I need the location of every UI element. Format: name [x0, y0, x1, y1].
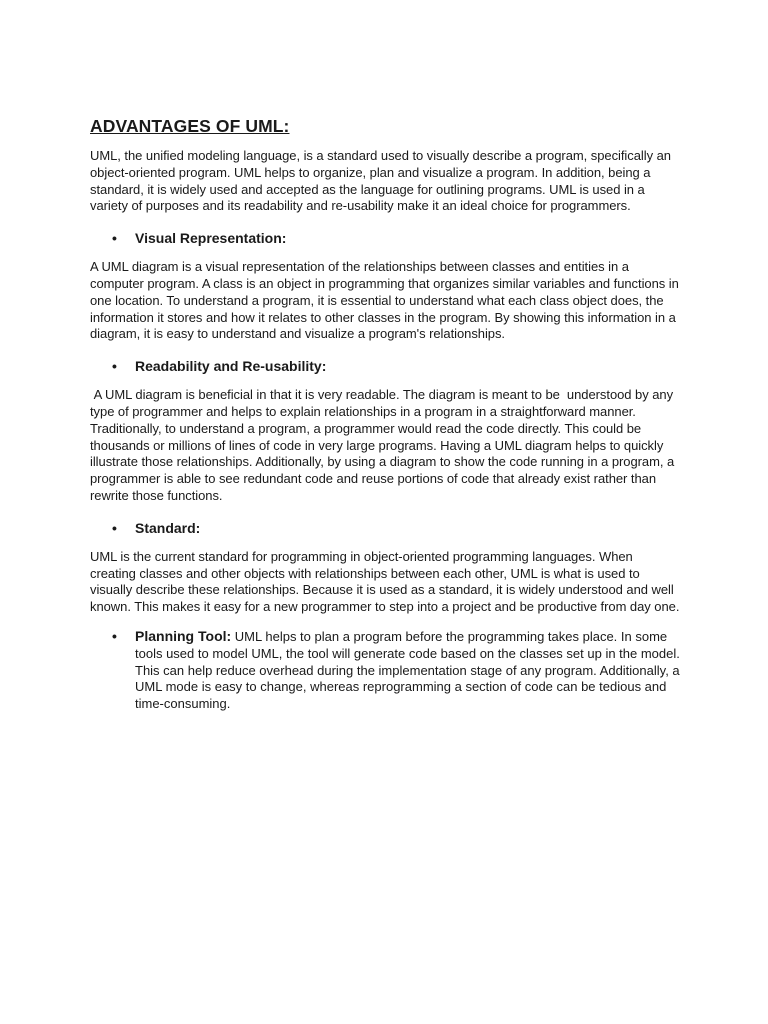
bullet-icon: • [112, 627, 117, 644]
document-title: ADVANTAGES OF UML: [90, 116, 290, 136]
section-heading-text: Readability and Re-usability: [135, 358, 327, 375]
section-body-standard: UML is the current standard for programming in object-oriented programming languages. When creating classes and other objects with relationships between each other, UML is what is used to visually describe these relationships. Because it is used as a standard, it is widely understood and well known. This makes it easy for a new programmer to step into a project and be productive from day one. [90, 548, 680, 615]
section-heading-standard [90, 517, 682, 539]
section-heading-text: Standard: [135, 519, 201, 536]
section-body-visual-representation: A UML diagram is a visual representation of the relationships between classes and entities in a computer program. A class is an object in programming that organizes similar variables and functions in one location. To understand a program, it is essential to understand what each class object does, the information it stores and how it relates to other classes in the program. By showing this information in a diagram, it is easy to understand and visualize a program's relationships. [90, 259, 679, 342]
planning-tool-item [90, 628, 682, 713]
section-body-readability: A UML diagram is beneficial in that it is very readable. The diagram is meant to be understood by any type of programmer and helps to explain relationships in a program in a straightforward manner. Traditionally, to understand a program, a programmer would read the code directly. This could be thousands or millions of lines of code in very large programs. Having a UML diagram helps to quickly illustrate those relationships. Additionally, by using a diagram to show the code running in a program, a programmer is able to see redundant code and reuse portions of code that already exist rather than rewrite those functions. [90, 387, 678, 503]
bullet-icon: • [112, 519, 117, 536]
section-heading-readability [90, 355, 682, 377]
document-content [90, 114, 682, 713]
planning-tool-heading: Planning Tool: [135, 627, 232, 644]
intro-paragraph: UML, the unified modeling language, is a standard used to visually describe a program, specifically an object-oriented program. UML helps to organize, plan and visualize a program. In addition, being a standard, it is widely used and accepted as the language for outlining programs. UML is used in a variety of purposes and its readability and re-usability make it an ideal choice for programmers. [90, 148, 671, 214]
bullet-icon: • [112, 230, 117, 247]
bullet-icon: • [112, 358, 117, 375]
planning-tool-body: UML helps to plan a program before the programming takes place. In some tools used to model UML, the tool will generate code based on the classes set up in the model. This can help reduce overhead during the implementation stage of any program. Additionally, a UML mode is easy to change, whereas reprogramming a section of code can be tedious and time-consuming. [135, 628, 684, 712]
section-heading-text: Visual Representation: [135, 230, 287, 247]
section-heading-visual-representation [90, 227, 682, 249]
